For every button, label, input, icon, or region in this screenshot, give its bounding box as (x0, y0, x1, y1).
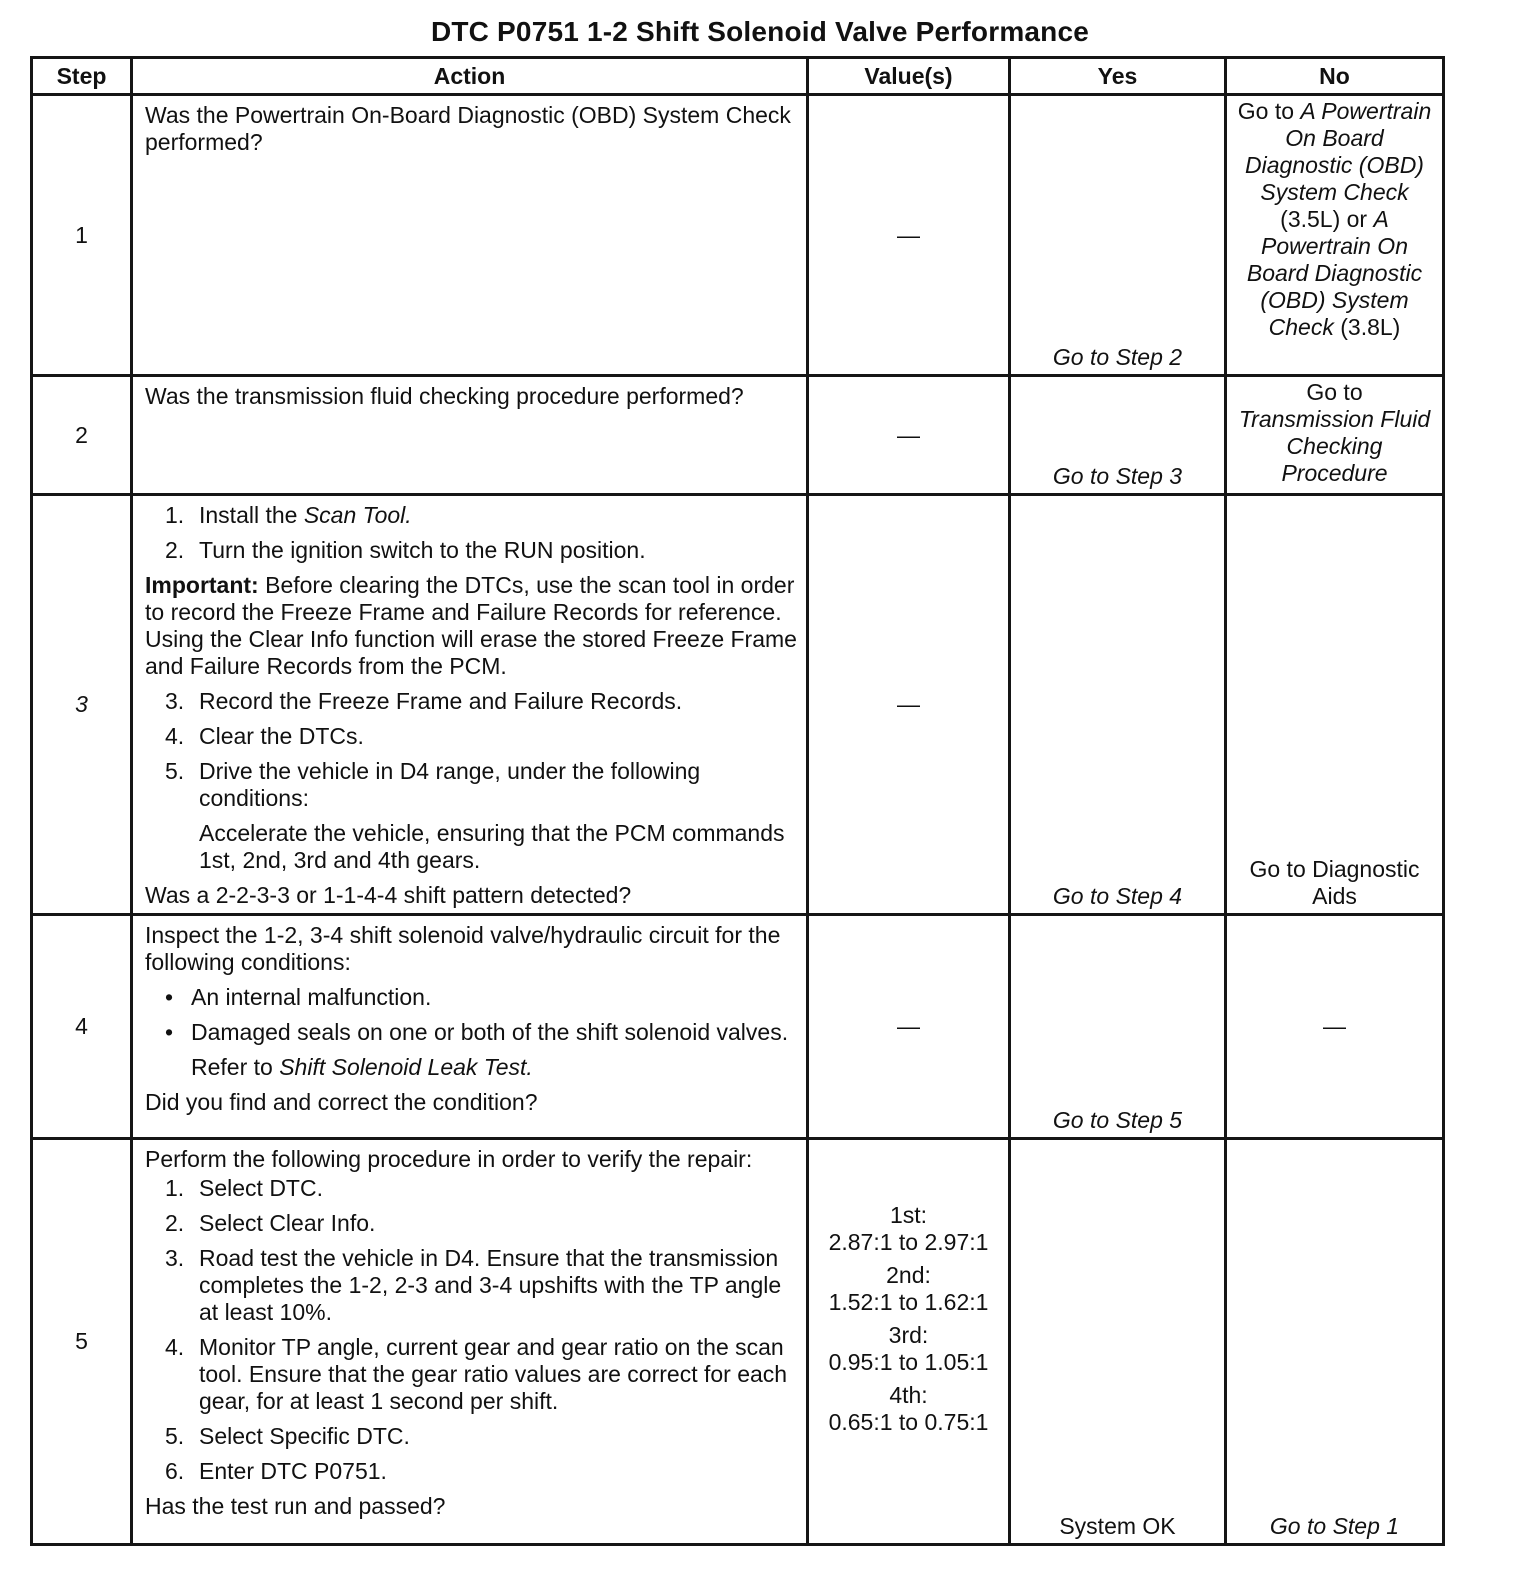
gear-ratio-2nd (809, 1262, 1008, 1316)
item-text: Record the Freeze Frame and Failure Records. (199, 688, 683, 714)
no-variant-35l: (3.5L) (1280, 206, 1341, 232)
item-number: 6. (165, 1458, 185, 1484)
no-go-to: Go to (1306, 379, 1363, 405)
list-item (165, 1019, 798, 1046)
no-cell (1226, 495, 1444, 915)
step-number: 4 (32, 915, 132, 1139)
action-cell (132, 95, 808, 376)
item-text: Select Specific DTC. (199, 1423, 410, 1449)
leak-test-link[interactable]: Shift Solenoid Leak Test. (279, 1054, 533, 1080)
system-ok-text: System OK (1059, 1513, 1176, 1539)
yes-cell (1010, 95, 1226, 376)
no-cell (1226, 915, 1444, 1139)
yes-cell (1010, 376, 1226, 495)
value-cell (808, 495, 1010, 915)
gear-label: 2nd: (886, 1261, 931, 1288)
no-link-obd-check-35l[interactable]: A Powertrain On Board Diagnostic (OBD) System Check (1245, 98, 1432, 205)
no-or: or (1346, 206, 1368, 232)
list-item (165, 1334, 798, 1415)
list-item (165, 1175, 798, 1202)
yes-link[interactable]: Go to Step 2 (1052, 344, 1183, 370)
yes-cell (1010, 1139, 1226, 1545)
action-cell (132, 376, 808, 495)
scan-tool-link[interactable]: Scan Tool. (303, 502, 412, 528)
item-text: Turn the ignition switch to the RUN position. (199, 537, 646, 563)
gear-range: 0.95:1 to 1.05:1 (828, 1348, 989, 1375)
sub-instruction: Accelerate the vehicle, ensuring that the PCM commands 1st, 2nd, 3rd and 4th gears. (199, 820, 785, 873)
value-cell (808, 376, 1010, 495)
list-item (165, 502, 798, 529)
procedure-list (145, 1175, 798, 1485)
table-header-row (32, 58, 1444, 95)
yes-link[interactable]: Go to Step 5 (1052, 1107, 1183, 1133)
gear-range: 1.52:1 to 1.62:1 (828, 1288, 989, 1315)
column-header-action: Action (132, 58, 808, 95)
list-item (165, 1458, 798, 1485)
item-number: 1. (165, 502, 185, 528)
step-number: 2 (32, 376, 132, 495)
list-item (165, 723, 798, 750)
gear-label: 1st: (889, 1201, 928, 1228)
important-text: Before clearing the DTCs, use the scan tool in order to record the Freeze Frame and Failure Records for reference. Using the Clear Info function will erase the stored Freeze Frame and Failure Records from the PCM. (145, 572, 797, 679)
bullet-icon: • (165, 1019, 174, 1045)
action-question: Has the test run and passed? (145, 1493, 446, 1519)
refer-note (191, 1054, 798, 1081)
list-item (165, 984, 798, 1011)
gear-range: 2.87:1 to 2.97:1 (828, 1228, 989, 1255)
diagnostic-table (30, 56, 1445, 1546)
value-dash: — (897, 1013, 920, 1039)
action-question: Was the transmission fluid checking procedure performed? (145, 383, 744, 409)
value-cell (808, 95, 1010, 376)
verify-intro: Perform the following procedure in order to verify the repair: (145, 1146, 753, 1172)
gear-label: 4th: (889, 1381, 928, 1408)
column-header-no: No (1226, 58, 1444, 95)
item-text: Install the (199, 502, 298, 528)
no-link-obd-check-38l[interactable]: A Powertrain On Board Diagnostic (OBD) System Check (1246, 206, 1423, 340)
list-item (165, 1423, 798, 1450)
table-row (32, 495, 1444, 915)
item-number: 3. (165, 688, 185, 714)
no-dash: — (1323, 1012, 1346, 1039)
gear-ratio-3rd (809, 1322, 1008, 1376)
value-dash: — (897, 691, 920, 717)
list-item (165, 1245, 798, 1326)
item-number: 5. (165, 758, 185, 784)
gear-ratio-values (809, 1202, 1008, 1436)
inspect-intro: Inspect the 1-2, 3-4 shift solenoid valve/hydraulic circuit for the following conditions: (145, 922, 781, 975)
no-link-step-1[interactable]: Go to Step 1 (1269, 1513, 1400, 1539)
gear-range: 0.65:1 to 0.75:1 (828, 1408, 989, 1435)
table-row (32, 95, 1444, 376)
yes-link[interactable]: Go to Step 3 (1052, 463, 1183, 489)
item-number: 5. (165, 1423, 185, 1449)
value-cell (808, 1139, 1010, 1545)
column-header-yes: Yes (1010, 58, 1226, 95)
value-dash: — (897, 421, 920, 448)
table-row (32, 1139, 1444, 1545)
no-link-fluid-checking[interactable]: Transmission Fluid Checking Procedure (1238, 406, 1431, 486)
item-text: Select DTC. (199, 1175, 323, 1201)
item-text: Drive the vehicle in D4 range, under the following conditions: (199, 758, 701, 811)
table-row (32, 376, 1444, 495)
list-item (165, 688, 798, 715)
bullet-icon: • (165, 984, 174, 1010)
gear-ratio-1st (809, 1202, 1008, 1256)
item-text: An internal malfunction. (191, 984, 432, 1010)
action-question: Was the Powertrain On-Board Diagnostic (OBD) System Check performed? (145, 102, 791, 155)
step-number: 5 (32, 1139, 132, 1545)
item-number: 4. (165, 1334, 185, 1360)
important-label: Important: (145, 572, 259, 598)
condition-list (145, 984, 798, 1046)
no-variant-38l: (3.8L) (1340, 314, 1401, 340)
no-cell (1226, 1139, 1444, 1545)
list-item (165, 537, 798, 564)
no-cell (1226, 376, 1444, 495)
item-text: Damaged seals on one or both of the shift solenoid valves. (191, 1019, 789, 1045)
procedure-list (145, 502, 798, 564)
action-cell (132, 1139, 808, 1545)
page-title: DTC P0751 1-2 Shift Solenoid Valve Performance (430, 16, 1090, 47)
action-question: Was a 2-2-3-3 or 1-1-4-4 shift pattern detected? (145, 882, 632, 908)
action-cell (132, 495, 808, 915)
table-row (32, 915, 1444, 1139)
procedure-list (145, 688, 798, 812)
item-number: 4. (165, 723, 185, 749)
item-number: 2. (165, 1210, 185, 1236)
column-header-step: Step (32, 58, 132, 95)
yes-link[interactable]: Go to Step 4 (1052, 883, 1183, 909)
action-cell (132, 915, 808, 1139)
gear-ratio-4th (809, 1382, 1008, 1436)
important-note (145, 572, 798, 680)
refer-prefix: Refer to (191, 1054, 273, 1080)
list-item (165, 758, 798, 812)
no-link-diagnostic-aids[interactable]: Go to Diagnostic Aids (1249, 856, 1420, 909)
yes-cell (1010, 915, 1226, 1139)
step-number: 1 (32, 95, 132, 376)
item-number: 1. (165, 1175, 185, 1201)
item-text: Select Clear Info. (199, 1210, 376, 1236)
item-text: Enter DTC P0751. (199, 1458, 387, 1484)
item-number: 2. (165, 537, 185, 563)
no-go-to: Go to (1237, 98, 1295, 124)
no-cell (1226, 95, 1444, 376)
step-number: 3 (32, 495, 132, 915)
action-question: Did you find and correct the condition? (145, 1089, 538, 1115)
item-text: Road test the vehicle in D4. Ensure that the transmission completes the 1-2, 2-3 and 3-4 upshifts with the TP angle at least 10%. (199, 1245, 782, 1325)
value-dash: — (897, 221, 920, 248)
value-cell (808, 915, 1010, 1139)
yes-cell (1010, 495, 1226, 915)
gear-label: 3rd: (888, 1321, 929, 1348)
list-item (165, 1210, 798, 1237)
column-header-values: Value(s) (808, 58, 1010, 95)
item-text: Monitor TP angle, current gear and gear ratio on the scan tool. Ensure that the gear ratio values are correct for each gear, for at least 1 second per shift. (199, 1334, 788, 1414)
item-text: Clear the DTCs. (199, 723, 364, 749)
item-number: 3. (165, 1245, 185, 1271)
